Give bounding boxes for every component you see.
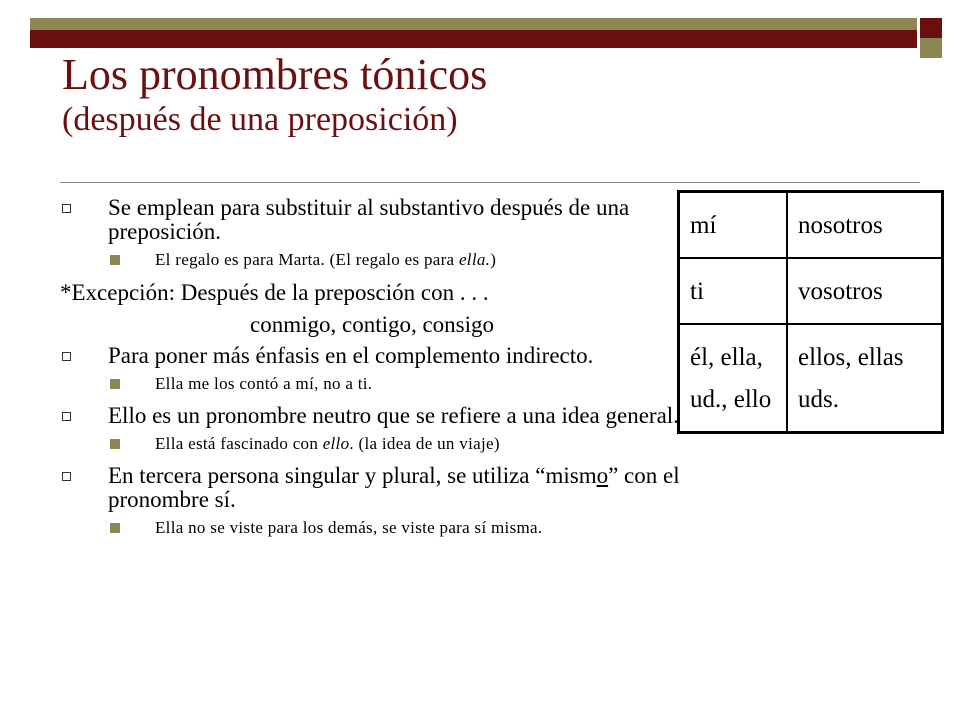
bullet-text: Se emplean para substituir al substantivo después de una preposición.	[108, 195, 630, 244]
filled-square-bullet-icon	[110, 255, 120, 265]
underlined-letter: o	[596, 463, 609, 488]
table-cell-singular: ti	[679, 258, 788, 324]
sub-bullet-text: Ella no se viste para los demás, se viste para sí misma.	[155, 518, 543, 537]
bullet-item	[60, 344, 690, 368]
sub-bullet-item	[60, 374, 690, 394]
bullet-text: En tercera persona singular y plural, se utiliza “mism	[108, 463, 597, 488]
filled-square-bullet-icon	[110, 439, 120, 449]
filled-square-bullet-icon	[110, 379, 120, 389]
hollow-square-bullet-icon	[62, 472, 71, 481]
pronoun-table	[677, 190, 944, 434]
sub-bullet-emphasis: ello	[322, 434, 350, 453]
sub-bullet-text-end: . (la idea de un viaje)	[349, 434, 500, 453]
title-bar-decoration	[30, 18, 917, 48]
sub-bullet-item	[60, 434, 690, 454]
hollow-square-bullet-icon	[62, 204, 71, 213]
title-main: Los pronombres tónicos	[62, 50, 488, 99]
corner-decoration-olive	[920, 38, 942, 58]
slide-title	[62, 52, 487, 138]
hollow-square-bullet-icon	[62, 352, 71, 361]
sub-bullet-emphasis: ella.	[458, 250, 491, 269]
hollow-square-bullet-icon	[62, 412, 71, 421]
bullet-text: Para poner más énfasis en el complemento indirecto.	[108, 343, 594, 368]
table-row	[679, 192, 943, 259]
sub-bullet-item	[60, 518, 690, 538]
filled-square-bullet-icon	[110, 523, 120, 533]
sub-bullet-text: El regalo es para Marta. (El regalo es para	[155, 250, 459, 269]
bullet-list	[60, 196, 690, 548]
bullet-text-end: ” con el pronombre sí.	[108, 463, 680, 512]
table-cell-plural: ellos, ellas uds.	[798, 344, 904, 413]
exception-line: *Excepción: Después de la preposción con . . .	[60, 280, 489, 305]
bullet-item	[60, 404, 690, 428]
table-cell-singular: mí	[679, 192, 788, 259]
bullet-item	[60, 464, 690, 512]
sub-bullet-text: Ella me los contó a mí, no a ti.	[155, 374, 373, 393]
exception-forms: conmigo, contigo, consigo	[250, 312, 495, 337]
corner-decoration-dark	[920, 18, 942, 38]
sub-bullet-text-end: )	[490, 250, 497, 269]
sub-bullet-item	[60, 250, 690, 270]
bullet-text: Ello es un pronombre neutro que se refiere a una idea general.	[108, 403, 679, 428]
table-row	[679, 258, 943, 324]
title-sub: (después de una preposición)	[62, 101, 458, 139]
table-row	[679, 324, 943, 433]
title-divider	[60, 182, 920, 183]
table-cell-plural: nosotros	[798, 212, 883, 239]
bullet-item	[60, 196, 690, 244]
sub-bullet-text: Ella está fascinado con	[155, 434, 323, 453]
table-cell-singular: él, ella, ud., ello	[679, 324, 788, 433]
table-cell-plural: vosotros	[798, 278, 883, 305]
